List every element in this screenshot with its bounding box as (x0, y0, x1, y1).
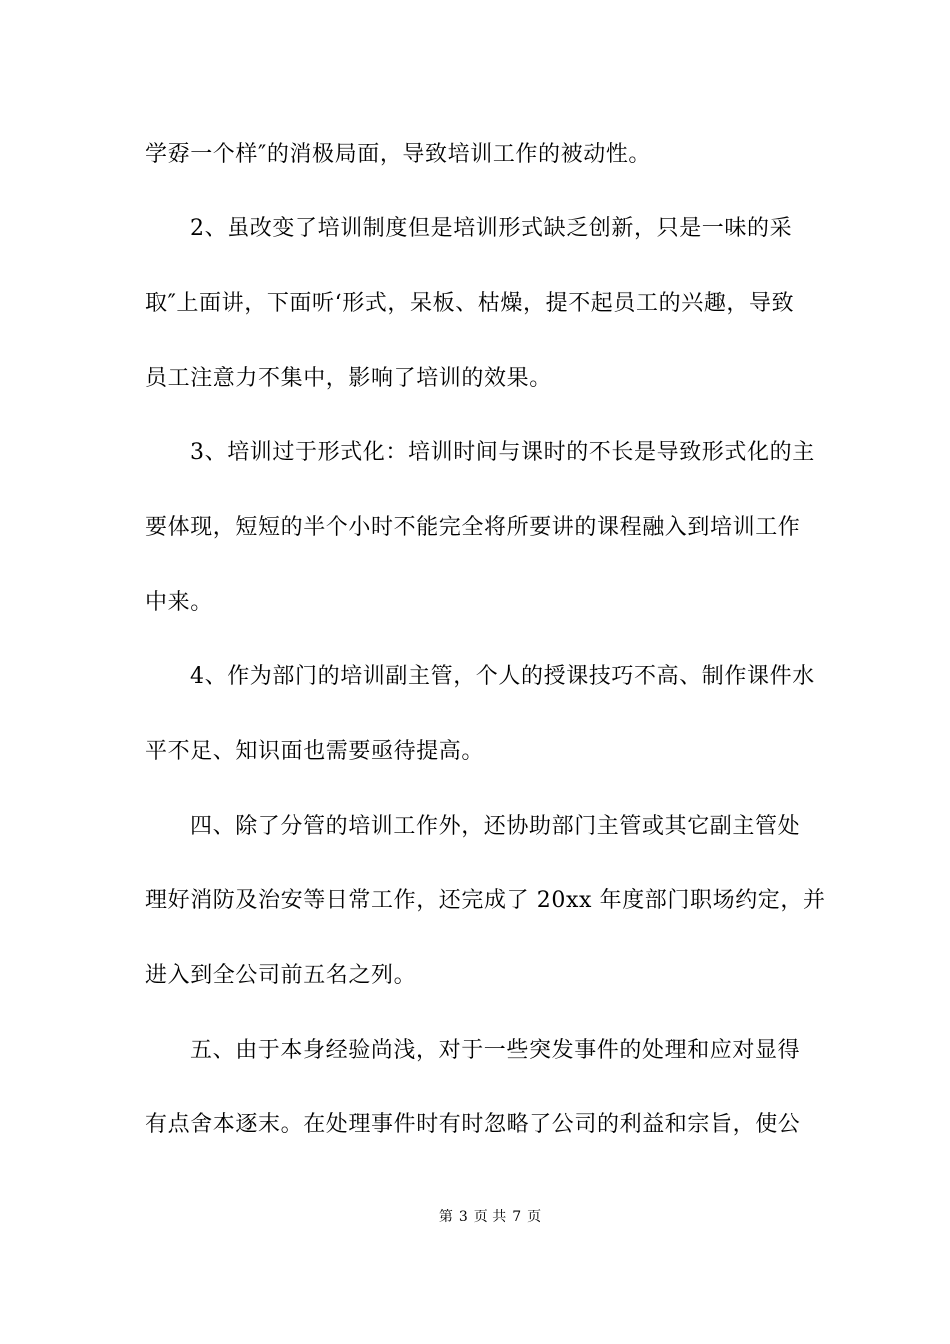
text-line: 四、除了分管的培训工作外，还协助部门主管或其它副主管处 (190, 814, 801, 839)
current-page-number: 3 (458, 1209, 468, 1225)
text-line: 平不足、知识面也需要亟待提高。 (145, 739, 485, 764)
text-line: 取″上面讲，下面听‘形式，呆板、枯燥，提不起员工的兴趣，导致 (145, 291, 795, 316)
page-label-mid: 页 共 (473, 1209, 507, 1225)
text-line: 员工注意力不集中，影响了培训的效果。 (145, 366, 552, 391)
text-line: 有点舍本逐末。在处理事件时有时忽略了公司的利益和宗旨，使公 (145, 1112, 801, 1137)
text-line: 4、作为部门的培训副主管，个人的授课技巧不高、制作课件水 (190, 664, 815, 689)
text-line: 要体现，短短的半个小时不能完全将所要讲的课程融入到培训工作 (145, 515, 801, 540)
text-line: 中来。 (145, 590, 213, 615)
text-line: 理好消防及治安等日常工作，还完成了 20xx 年度部门职场约定，并 (145, 888, 826, 913)
page-label-suffix: 页 (527, 1209, 542, 1225)
text-line: 五、由于本身经验尚浅，对于一些突发事件的处理和应对显得 (190, 1038, 801, 1063)
text-line: 2、虽改变了培训制度但是培训形式缺乏创新，只是一味的采 (190, 216, 793, 241)
page-footer (0, 1207, 950, 1227)
page-label-prefix: 第 (438, 1209, 453, 1225)
text-line: 学孬一个样″的消极局面，导致培训工作的被动性。 (145, 142, 652, 167)
text-line: 进入到全公司前五名之列。 (145, 963, 417, 988)
total-pages-number: 7 (512, 1209, 522, 1225)
text-line: 3、培训过于形式化：培训时间与课时的不长是导致形式化的主 (190, 440, 815, 465)
